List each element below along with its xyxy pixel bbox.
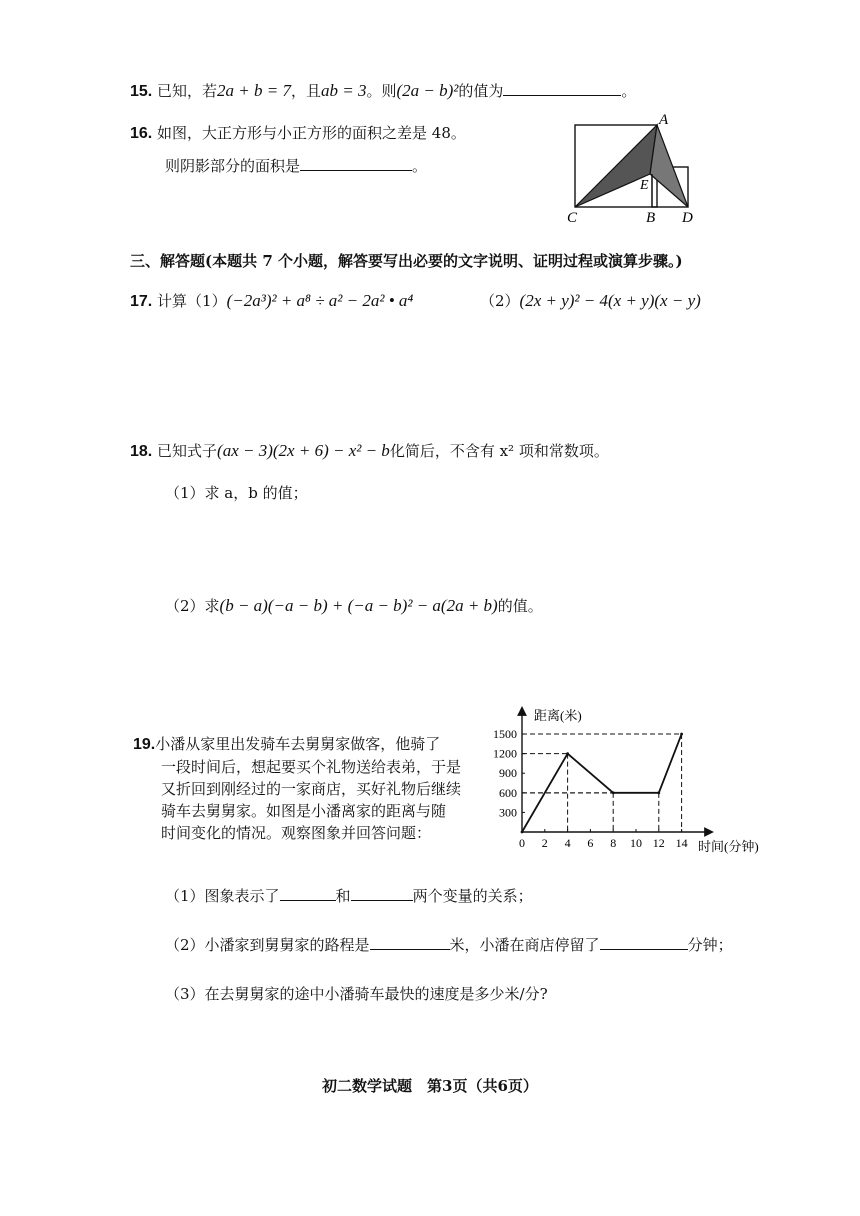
answer-blank[interactable] bbox=[600, 935, 688, 950]
label-a: A bbox=[659, 112, 669, 128]
x-tick-label: 12 bbox=[652, 836, 665, 850]
label-e: E bbox=[640, 178, 649, 193]
q18-part1: （1）求 a，b 的值； bbox=[165, 484, 308, 502]
q17-p1-expr: (−2a³)² + a⁸ ÷ a² − 2a² • a⁴ bbox=[226, 291, 414, 310]
y-axis-label: 距离(米) bbox=[534, 708, 582, 723]
q18-part2 bbox=[165, 595, 543, 616]
q19-line: 一段时间后，想起要买个礼物送给表弟，于是 bbox=[161, 758, 462, 776]
x-tick-label: 6 bbox=[587, 836, 594, 850]
q19-sub2 bbox=[165, 934, 733, 955]
q19-line: 小潘从家里出发骑车去舅舅家做客，他骑了 bbox=[155, 735, 441, 753]
q15-text-d: 的值为 bbox=[458, 82, 504, 100]
shaded-region-right bbox=[650, 125, 688, 207]
data-point bbox=[566, 752, 569, 755]
q18-expr: (ax − 3)(2x + 6) − x² − b bbox=[217, 441, 390, 460]
q19-sub1 bbox=[165, 885, 533, 906]
label-c: C bbox=[567, 210, 578, 226]
q19-s1-b: 和 bbox=[335, 887, 351, 905]
y-tick-label: 1200 bbox=[493, 746, 517, 761]
y-tick-label: 600 bbox=[499, 785, 517, 800]
squares-figure bbox=[560, 110, 710, 230]
question-15 bbox=[130, 80, 636, 101]
q18-p2-label: （2）求 bbox=[165, 597, 220, 615]
q15-text-c: 。则 bbox=[366, 82, 397, 100]
answer-blank[interactable] bbox=[370, 935, 450, 950]
label-b: B bbox=[646, 210, 656, 226]
data-point bbox=[612, 791, 615, 794]
question-number: 17. bbox=[130, 293, 153, 310]
q18-p2-tail: 的值。 bbox=[497, 597, 543, 615]
q18-p2-expr: (b − a)(−a − b) + (−a − b)² − a(2a + b) bbox=[219, 596, 498, 615]
x-tick-label: 2 bbox=[541, 836, 548, 850]
answer-blank[interactable] bbox=[503, 81, 621, 96]
question-18 bbox=[130, 440, 609, 461]
q16-line2: 则阴影部分的面积是 bbox=[165, 157, 301, 175]
x-tick-label: 8 bbox=[610, 836, 617, 850]
q19-line: 时间变化的情况。观察图象并回答问题： bbox=[161, 824, 432, 842]
data-point bbox=[680, 733, 683, 736]
page-footer: 初二数学试题 第3页（共6页） bbox=[322, 1077, 538, 1095]
q17-p2-expr: (2x + y)² − 4(x + y)(x − y) bbox=[519, 291, 701, 310]
q15-text-a: 已知，若 bbox=[157, 82, 218, 100]
question-number: 16. bbox=[130, 125, 153, 142]
q17-lead: 计算 bbox=[157, 292, 188, 310]
x-tick-label: 14 bbox=[675, 836, 688, 850]
q19-line: 又折回到刚经过的一家商店，买好礼物后继续 bbox=[161, 780, 462, 798]
answer-blank[interactable] bbox=[280, 886, 336, 901]
y-tick-label: 300 bbox=[499, 805, 517, 820]
q19-line: 骑车去舅舅家。如图是小潘离家的距离与随 bbox=[161, 802, 447, 820]
question-number: 15. bbox=[130, 83, 153, 100]
q19-s1-c: 两个变量的关系； bbox=[412, 887, 533, 905]
q17-part2 bbox=[480, 290, 701, 311]
answer-blank[interactable] bbox=[300, 156, 412, 171]
q15-end: 。 bbox=[621, 82, 637, 100]
q17-p1-label: （1） bbox=[187, 292, 227, 310]
x-axis-label: 时间(分钟) bbox=[698, 839, 759, 854]
q18-tail: 化简后，不含有 x² 项和常数项。 bbox=[389, 442, 609, 460]
section-heading: 三、解答题(本题共 7 个小题，解答要写出必要的文字说明、证明过程或演算步骤。) bbox=[130, 252, 683, 270]
x-tick-label: 0 bbox=[519, 836, 525, 850]
q15-expr1: 2a + b = 7 bbox=[217, 81, 291, 100]
answer-blank[interactable] bbox=[351, 886, 413, 901]
question-16 bbox=[130, 122, 466, 143]
q17-p2-label: （2） bbox=[480, 292, 520, 310]
y-tick-label: 1500 bbox=[493, 727, 517, 742]
label-d: D bbox=[682, 210, 693, 226]
q16-line1: 如图，大正方形与小正方形的面积之差是 48。 bbox=[157, 124, 466, 142]
q16-line2-wrap bbox=[165, 155, 427, 176]
q19-sub3: （3）在去舅舅家的途中小潘骑车最快的速度是多少米/分? bbox=[165, 985, 548, 1003]
series-line bbox=[522, 734, 682, 832]
x-tick-label: 4 bbox=[564, 836, 571, 850]
q16-end: 。 bbox=[412, 157, 428, 175]
q19-s2-c: 分钟； bbox=[687, 936, 733, 954]
q19-s1-a: （1）图象表示了 bbox=[165, 887, 280, 905]
q18-lead: 已知式子 bbox=[157, 442, 218, 460]
x-tick-label: 10 bbox=[630, 836, 642, 850]
q19-s2-b: 米，小潘在商店停留了 bbox=[449, 936, 600, 954]
data-point bbox=[521, 831, 524, 834]
shaded-region-left bbox=[575, 125, 657, 207]
y-tick-label: 900 bbox=[499, 766, 517, 781]
q15-expr2: ab = 3 bbox=[321, 81, 367, 100]
q19-s2-a: （2）小潘家到舅舅家的路程是 bbox=[165, 936, 370, 954]
q15-text-b: ，且 bbox=[291, 82, 322, 100]
question-19 bbox=[133, 733, 461, 844]
question-17 bbox=[130, 290, 413, 311]
question-number: 18. bbox=[130, 443, 153, 460]
distance-time-chart bbox=[480, 700, 780, 860]
data-point bbox=[657, 791, 660, 794]
question-number: 19. bbox=[133, 736, 156, 753]
q15-expr3: (2a − b)² bbox=[396, 81, 459, 100]
